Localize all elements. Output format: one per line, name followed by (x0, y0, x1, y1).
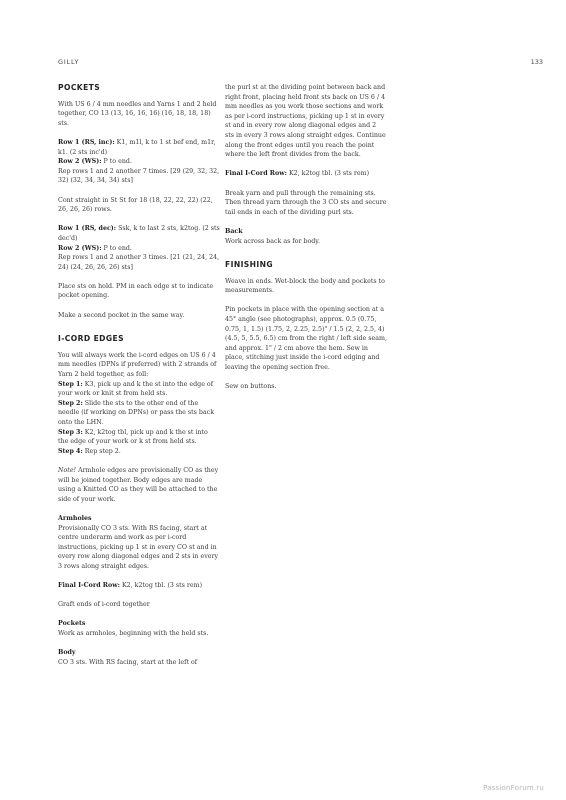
icord-intro: You will always work the i-cord edges on US 6 / 4 mm needles (DPNs if preferred) with 2 strands of Yarn 2 held together, as foll: (58, 351, 217, 379)
finishing-weave: Weave in ends. Wet-block the body and pockets to measurements. (225, 277, 385, 295)
finishing-buttons: Sew on buttons. (225, 383, 277, 391)
pockets-row1-inc: Row 1 (RS, inc): K1, m1l, k to 1 st bef end, m1r, k1. (2 sts inc'd) (58, 138, 216, 156)
pockets-heading: POCKETS (58, 83, 101, 92)
left-column (58, 83, 220, 677)
right-column (225, 83, 387, 401)
icord-step3: Step 3: K2, k2tog tbl, pick up and k the st into the edge of your work or k st from held sts. (58, 428, 208, 446)
running-header: GILLY (58, 58, 80, 66)
watermark: PassionForum.ru (483, 784, 544, 792)
pockets-second: Make a second pocket in the same way. (58, 311, 185, 319)
pockets-row2: Row 2 (WS): P to end. (58, 158, 132, 166)
page-number: 133 (530, 58, 543, 66)
body-text: CO 3 sts. With RS facing, start at the left of (58, 658, 198, 666)
icord-step4: Step 4: Rep step 2. (58, 447, 121, 455)
body-continued: the purl st at the dividing point between back and right front, placing held front sts back on US 6 / 4 mm needles as you work those sections and work as per i-cord instructions, picking up 1 st in every st and in every row along diagonal edges and 2 sts in every 3 rows along straight edges. Continue along the front edges until you reach the point where the left front divides from the back. (225, 84, 386, 159)
pockets-repeat-inc: Rep rows 1 and 2 another 7 times. [29 (29, 32, 32, 32) (32, 34, 34, 34) sts] (58, 167, 220, 185)
pockets-row1-dec: Row 1 (RS, dec): Ssk, k to last 2 sts, k2tog. (2 sts dec'd) (58, 225, 220, 242)
icord-note: Note! Armhole edges are provisionally CO as they will be joined together. Body edges are made using a Knitted CO as they will be attached to the side of your work. (58, 466, 219, 503)
pockets-row2-dec: Row 2 (WS): P to end. (58, 244, 132, 252)
pockets-continue: Cont straight in St St for 18 (18, 22, 22, 22) (22, 26, 26, 26) rows. (58, 196, 213, 214)
armholes-final-row: Final I-Cord Row: K2, k2tog tbl. (3 sts rem) (58, 582, 203, 590)
back-text: Work across back as for body. (225, 237, 321, 245)
pockets-place: Place sts on hold. PM in each edge st to indicate pocket opening. (58, 282, 214, 300)
armholes-subheading: Armholes (58, 514, 92, 522)
pockets-repeat-dec: Rep rows 1 and 2 another 3 times. [21 (21, 24, 24, 24) (24, 26, 26, 26) sts] (58, 254, 220, 271)
body-final-row: Final I-Cord Row: K2, k2tog tbl. (3 sts rem) (225, 170, 370, 178)
armholes-text: Provisionally CO 3 sts. With RS facing, start at centre underarm and work as per i-cord instructions, picking up 1 st in every CO st and in every row along diagonal edges and 2 sts in every 3 rows along straight edges. (58, 524, 219, 570)
body-subheading: Body (58, 649, 76, 657)
icord-step2: Step 2: Slide the sts to the other end of the needle (if working on DPNs) or pass the sts back onto the LHN. (58, 399, 215, 426)
graft-text: Graft ends of i-cord together (58, 601, 150, 609)
pockets-edge-text: Work as armholes, beginning with the held sts. (58, 630, 209, 638)
finishing-heading: FINISHING (225, 260, 274, 270)
pockets-cast-on: With US 6 / 4 mm needles and Yarns 1 and 2 held together, CO 13 (13, 16, 16, 16) (16, 18, 18, 18) sts. (58, 100, 217, 127)
back-subheading: Back (225, 227, 243, 235)
break-yarn: Break yarn and pull through the remaining sts. Then thread yarn through the 3 CO sts and secure tail ends in each of the dividing purl sts. (225, 189, 387, 216)
icord-step1: Step 1: K3, pick up and k the st into the edge of your work or knit st from held sts. (58, 380, 214, 398)
pockets-subheading: Pockets (58, 620, 86, 628)
finishing-pin-pockets: Pin pockets in place with the opening section at a 45° angle (see photographs), approx. 0.5 (0.75, 0.75, 1, 1.5) (1.75, 2, 2.25, 2.5)" / 1.5 (2, 2, 2.5, 4) (4.5, 5, 5.5, 6.5) cm from the right / left side seam, and approx. 1" / 2 cm above the hem. Sew in place, stitching just inside the i-cord edging and leaving the opening section free. (225, 306, 387, 372)
icord-heading: I-CORD EDGES (58, 334, 124, 344)
